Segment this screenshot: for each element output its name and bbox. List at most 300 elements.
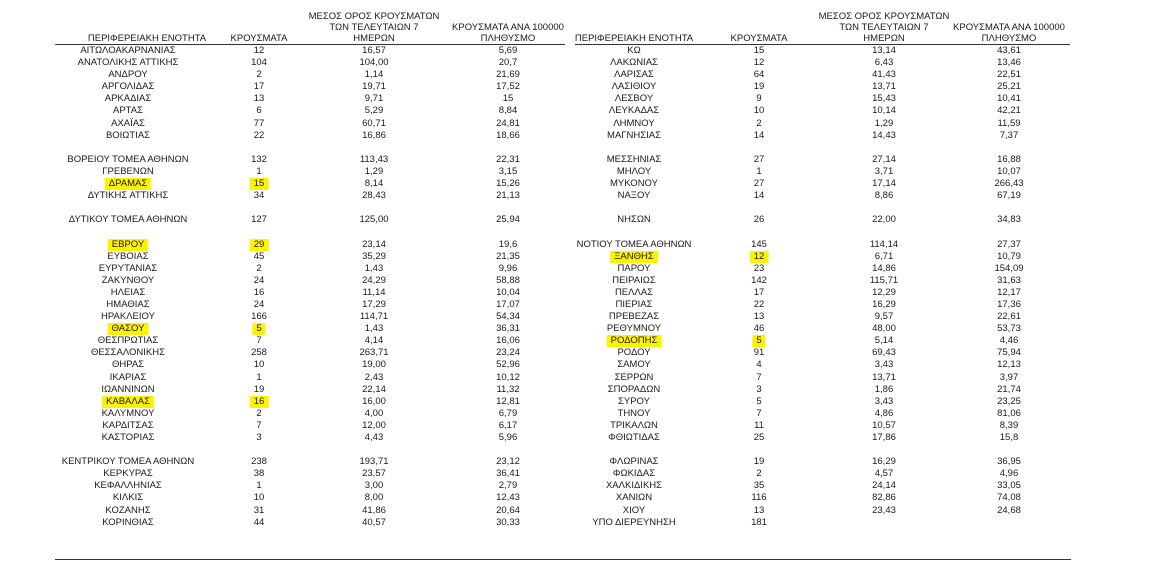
cell-per: 15 [502,93,514,105]
cell-avg: 16,00 [362,395,386,407]
cell-region: ΚΟΖΑΝΗΣ [105,504,151,516]
cell-avg: 104,00 [359,57,389,69]
cell-avg: 15,43 [872,93,896,105]
table-row [575,93,1070,105]
cell-per: 21,35 [496,250,520,262]
cell-region: ΞΑΝΘΗΣ [610,251,658,263]
cell-cases: 27 [753,178,765,190]
table-row [575,69,1070,81]
cell-per: 12,43 [496,492,520,504]
cell-cases: 29 [250,239,269,251]
cell-per: 21,69 [496,69,520,81]
cell-avg: 41,43 [872,69,896,81]
table-row [575,505,1070,517]
cell-region: ΚΟΡΙΝΘΙΑΣ [102,516,154,528]
cell-cases: 5 [752,335,765,347]
cell-cases: 181 [751,516,767,528]
table-row [575,130,1070,142]
cell-cases: 258 [251,347,267,359]
cell-cases: 26 [753,214,765,226]
cell-cases: 91 [753,347,765,359]
cell-region: ΣΑΜΟΥ [617,359,651,371]
cell-per: 17,36 [997,298,1021,310]
cell-avg: 19,00 [362,359,386,371]
cell-avg: 8,86 [874,190,894,202]
cell-region: ΚΕΦΑΛΛΗΝΙΑΣ [94,480,162,492]
cell-per: 23,12 [496,456,520,468]
table-row [575,311,1070,323]
cell-region: ΣΕΡΡΩΝ [614,371,654,383]
cell-region: ΚΙΛΚΙΣ [112,492,144,504]
cell-region: ΣΥΡΟΥ [618,395,650,407]
cell-region: ΔΥΤΙΚΗΣ ΑΤΤΙΚΗΣ [87,190,169,202]
table-row [575,432,1070,444]
table-row [55,154,565,166]
cell-region: ΠΙΕΡΙΑΣ [615,298,653,310]
table-row [55,69,565,81]
cell-region: ΠΑΡΟΥ [617,262,651,274]
table-row [575,299,1070,311]
cell-avg: 17,86 [872,432,896,443]
cell-per: 16,06 [496,335,520,347]
cell-per: 7,37 [999,129,1019,141]
cell-region: ΓΡΕΒΕΝΩΝ [102,165,154,177]
table-row [575,263,1070,275]
cell-region: ΕΒΡΟΥ [108,239,148,251]
cell-region: ΡΟΔΟΥ [617,347,651,359]
header-avg-7-days: ΜΕΣΟΣ ΟΡΟΣ ΚΡΟΥΣΜΑΤΩΝ ΤΩΝ ΤΕΛΕΥΤΑΙΩΝ 7 ΗΜΕΡΩΝ [818,11,950,44]
cell-avg: 16,86 [362,129,386,141]
cell-avg: 1,43 [364,323,384,335]
cases-table-right [575,0,1070,529]
cell-cases: 77 [253,117,265,129]
cell-cases: 46 [753,323,765,335]
table-row [55,468,565,480]
table-row [575,287,1070,299]
cell-region: ΤΗΝΟΥ [617,407,651,419]
cell-region: ΜΥΚΟΝΟΥ [610,178,658,190]
cell-region: ΙΩΑΝΝΙΝΩΝ [101,383,155,395]
cell-per: 24,81 [496,117,520,129]
cell-cases: 10 [253,359,265,371]
table-row [55,517,565,529]
cell-region: ΧΑΝΙΩΝ [615,492,653,504]
table-row [575,492,1070,504]
cell-avg: 24,14 [872,480,896,492]
table-row [575,347,1070,359]
cell-per: 21,13 [496,190,520,202]
cases-table-left [55,0,565,529]
cell-region: ΔΡΑΜΑΣ [105,178,151,190]
cell-avg: 2,43 [364,371,384,383]
cell-per: 10,07 [997,165,1021,177]
cell-cases: 19 [753,456,765,468]
cell-cases: 7 [256,419,262,431]
cell-region: ΕΥΡΥΤΑΝΙΑΣ [98,262,158,274]
table-row [55,287,565,299]
header-cases: ΚΡΟΥΣΜΑΤΑ [230,33,288,44]
cell-per: 23,24 [496,347,520,359]
table-row [55,396,565,408]
table-row [575,57,1070,69]
table-row [575,359,1070,371]
cell-avg: 6,43 [874,57,894,69]
cell-cases: 17 [253,81,265,93]
cell-per: 10,04 [496,286,520,298]
cell-region: ΛΕΣΒΟΥ [614,93,654,105]
cell-cases: 2 [256,262,262,274]
cell-per: 8,39 [999,419,1019,431]
table-row [575,178,1070,190]
table-row [55,432,565,444]
table-row [575,408,1070,420]
cell-per: 52,96 [496,359,520,371]
table-row [575,154,1070,166]
cell-cases: 1 [256,165,262,177]
cell-region: ΚΕΝΤΡΙΚΟΥ ΤΟΜΕΑ ΑΘΗΝΩΝ [61,456,195,468]
cell-per: 10,41 [997,93,1021,105]
cell-cases: 25 [753,432,765,443]
table-row [55,384,565,396]
cell-avg: 263,71 [359,347,389,359]
cell-per: 20,64 [496,504,520,516]
cell-cases: 16 [253,286,265,298]
table-row [55,166,565,178]
cell-avg: 13,71 [872,371,896,383]
cell-avg: 17,29 [362,298,386,310]
cell-per: 33,05 [997,480,1021,492]
table-row [575,214,1070,226]
cell-region: ΚΕΡΚΥΡΑΣ [103,468,153,480]
cell-per: 58,88 [496,274,520,286]
cell-avg: 3,71 [874,165,894,177]
table-body-right [575,45,1070,529]
cell-cases: 142 [751,274,767,286]
cell-per: 54,34 [496,311,520,323]
table-row [575,517,1070,529]
cell-per: 75,94 [997,347,1021,359]
cell-cases: 3 [256,432,262,443]
cell-cases: 19 [753,81,765,93]
cell-avg: 3,43 [874,395,894,407]
cell-per: 3,15 [498,165,518,177]
cell-cases: 16 [250,396,269,408]
cell-avg: 3,00 [364,480,384,492]
cell-region: ΦΛΩΡΙΝΑΣ [609,456,659,468]
cell-per: 22,31 [496,153,520,165]
cell-cases: 7 [756,371,762,383]
header-avg-7-days: ΜΕΣΟΣ ΟΡΟΣ ΚΡΟΥΣΜΑΤΩΝ ΤΩΝ ΤΕΛΕΥΤΑΙΩΝ 7 ΗΜΕΡΩΝ [308,11,440,44]
cell-cases: 31 [253,504,265,516]
cell-avg: 12,00 [362,419,386,431]
cell-avg: 28,43 [362,190,386,202]
header-per-100000: ΚΡΟΥΣΜΑΤΑ ΑΝΑ 100000 ΠΛΗΘΥΣΜΟ [452,22,564,44]
cell-per: 27,37 [997,238,1021,250]
table-row [55,251,565,263]
cell-region: ΘΗΡΑΣ [111,359,145,371]
cell-region: ΛΑΡΙΣΑΣ [614,69,654,81]
cell-cases: 13 [753,504,765,516]
cell-cases: 1 [756,165,762,177]
cell-per: 23,25 [997,395,1021,407]
cell-per: 16,88 [997,153,1021,165]
table-row [575,456,1070,468]
table-row [575,45,1070,57]
table-row [575,480,1070,492]
cell-cases: 13 [753,311,765,323]
table-row [55,178,565,190]
header-region: ΠΕΡΙΦΕΡΕΙΑΚΗ ΕΝΟΤΗΤΑ [574,33,694,44]
cell-region: ΧΙΟΥ [622,504,646,516]
cell-cases: 14 [753,129,765,141]
table-row [55,81,565,93]
cell-per: 15,8 [999,432,1019,443]
cell-region: ΦΘΙΩΤΙΔΑΣ [608,432,660,443]
cell-cases: 35 [753,480,765,492]
cell-per: 12,13 [997,359,1021,371]
cell-avg: 23,14 [362,238,386,250]
table-row [55,57,565,69]
cell-per: 15,26 [496,178,520,190]
cell-region: ΠΕΛΛΑΣ [614,286,654,298]
cell-per: 24,68 [997,504,1021,516]
table-row [55,480,565,492]
cell-per: 43,61 [997,45,1021,56]
cell-per: 12,81 [496,395,520,407]
table-row [575,118,1070,130]
cell-region: ΗΜΑΘΙΑΣ [106,298,150,310]
table-row [55,130,565,142]
header-region: ΠΕΡΙΦΕΡΕΙΑΚΗ ΕΝΟΤΗΤΑ [87,33,207,44]
cell-avg: 69,43 [872,347,896,359]
cell-avg: 22,14 [362,383,386,395]
cell-region: ΠΡΕΒΕΖΑΣ [608,311,660,323]
cell-avg: 193,71 [359,456,389,468]
table-row [55,335,565,347]
cell-per: 34,83 [997,214,1021,226]
cell-per: 67,19 [997,190,1021,202]
cell-avg: 23,57 [362,468,386,480]
cell-region: ΚΑΒΑΛΑΣ [102,396,154,408]
cell-region: ΝΗΣΩΝ [617,214,651,226]
cell-region: ΑΡΚΑΔΙΑΣ [104,93,152,105]
cell-per: 31,63 [997,274,1021,286]
table-row [55,299,565,311]
cell-region: ΙΚΑΡΙΑΣ [109,371,147,383]
cell-per: 4,46 [999,335,1019,347]
cell-avg: 16,29 [872,456,896,468]
cell-avg: 1,86 [874,383,894,395]
cell-avg: 4,57 [874,468,894,480]
cell-cases: 2 [256,69,262,81]
cell-per: 22,61 [997,311,1021,323]
table-row [55,214,565,226]
cell-cases: 14 [753,190,765,202]
cell-per: 11,59 [997,117,1021,129]
cell-cases: 13 [253,93,265,105]
cell-per: 154,09 [994,262,1024,274]
cell-region: ΘΑΣΟΥ [108,323,149,335]
cell-per: 36,41 [496,468,520,480]
cell-cases: 5 [756,395,762,407]
cell-per: 10,12 [496,371,520,383]
table-row [55,505,565,517]
table-row [575,372,1070,384]
cell-avg: 16,29 [872,298,896,310]
cell-cases: 116 [751,492,767,504]
table-row [55,311,565,323]
cell-avg: 1,29 [364,165,384,177]
table-row [55,420,565,432]
cell-cases: 22 [753,298,765,310]
cell-cases: 15 [753,45,765,56]
cell-region: ΑΝΑΤΟΛΙΚΗΣ ΑΤΤΙΚΗΣ [77,57,179,69]
row-spacer [575,444,1070,456]
cell-avg: 60,71 [362,117,386,129]
cell-region: ΑΙΤΩΛΟΑΚΑΡΝΑΝΙΑΣ [80,45,176,56]
table-body-left [55,45,565,529]
table-row [575,468,1070,480]
header-cases: ΚΡΟΥΣΜΑΤΑ [730,33,788,44]
table-row [55,45,565,57]
cell-region: ΡΟΔΟΠΗΣ [607,335,662,347]
header-per-100000: ΚΡΟΥΣΜΑΤΑ ΑΝΑ 100000 ΠΛΗΘΥΣΜΟ [953,22,1065,44]
cell-region: ΛΑΚΩΝΙΑΣ [610,57,658,69]
table-row [55,190,565,202]
cell-per: 21,74 [997,383,1021,395]
cell-avg: 82,86 [872,492,896,504]
cell-region: ΖΑΚΥΝΘΟΥ [101,274,155,286]
cell-avg: 11,14 [362,286,386,298]
table-row [55,275,565,287]
row-spacer [575,226,1070,238]
cell-cases: 238 [251,456,267,468]
cell-avg: 4,86 [874,407,894,419]
table-row [55,347,565,359]
cell-per: 36,31 [496,323,520,335]
cell-region: ΑΡΓΟΛΙΔΑΣ [101,81,155,93]
cell-per: 22,51 [997,69,1021,81]
cell-cases: 132 [251,153,267,165]
cell-region: ΔΥΤΙΚΟΥ ΤΟΜΕΑ ΑΘΗΝΩΝ [68,214,188,226]
table-row [575,81,1070,93]
cell-avg: 9,57 [874,311,894,323]
cell-avg: 17,14 [872,178,896,190]
cell-region: ΛΑΣΙΘΙΟΥ [611,81,657,93]
cell-per: 11,32 [496,383,520,395]
cell-cases: 17 [753,286,765,298]
cell-cases: 166 [251,311,267,323]
cell-cases: 3 [756,383,762,395]
cell-per: 17,52 [496,81,520,93]
cell-per: 17,07 [496,298,520,310]
cell-avg: 114,14 [869,238,899,250]
cell-per: 8,84 [498,105,518,117]
row-spacer [55,226,565,238]
cell-avg: 4,00 [364,407,384,419]
cell-per: 266,43 [994,178,1024,190]
cell-per: 30,33 [496,516,520,528]
cell-avg: 125,00 [359,214,389,226]
table-row [575,190,1070,202]
table-row [575,166,1070,178]
cell-region: ΗΡΑΚΛΕΙΟΥ [101,311,155,323]
cell-per: 5,69 [498,45,518,56]
cell-cases: 1 [256,480,262,492]
cell-avg: 40,57 [362,516,386,528]
table-row [575,239,1070,251]
cell-cases: 2 [256,407,262,419]
cell-per: 18,66 [496,129,520,141]
cell-region: ΛΕΥΚΑΔΑΣ [608,105,660,117]
cell-cases: 23 [753,262,765,274]
cell-cases: 15 [250,178,269,190]
cell-avg: 8,00 [364,492,384,504]
cell-per: 25,21 [997,81,1021,93]
table-row [575,384,1070,396]
cell-avg: 10,57 [872,419,896,431]
cell-per: 5,96 [498,432,518,443]
cell-cases: 145 [751,238,767,250]
cell-region: ΘΕΣΠΡΩΤΙΑΣ [97,335,159,347]
table-row [55,359,565,371]
cell-avg: 27,14 [872,153,896,165]
cell-region: ΗΛΕΙΑΣ [110,286,146,298]
cell-cases: 44 [253,516,265,528]
cell-avg: 1,29 [874,117,894,129]
table-row [575,420,1070,432]
cell-avg: 23,43 [872,504,896,516]
cell-avg: 16,57 [362,45,386,56]
table-row [575,275,1070,287]
cell-cases: 12 [753,57,765,69]
cell-per: 6,79 [498,407,518,419]
cell-cases: 22 [253,129,265,141]
cell-per: 6,17 [498,419,518,431]
row-spacer [55,142,565,154]
table-row [575,105,1070,117]
table-row [55,118,565,130]
cell-avg: 4,14 [364,335,384,347]
cell-region: ΥΠΟ ΔΙΕΡΕΥΝΗΣΗ [592,516,676,528]
cell-avg: 113,43 [359,153,389,165]
cell-cases: 5 [252,323,265,335]
cell-cases: 2 [756,468,762,480]
cell-avg: 19,71 [362,81,386,93]
table-row [575,251,1070,263]
cell-region: ΒΟΡΕΙΟΥ ΤΟΜΕΑ ΑΘΗΝΩΝ [67,153,189,165]
cell-avg: 22,00 [872,214,896,226]
cell-cases: 38 [253,468,265,480]
cell-cases: 24 [253,298,265,310]
cell-per: 42,21 [997,105,1021,117]
row-spacer [55,444,565,456]
cell-region: ΚΑΡΔΙΤΣΑΣ [102,419,154,431]
table-row [55,93,565,105]
cell-avg: 8,14 [364,178,384,190]
cell-avg: 10,14 [872,105,896,117]
table-bottom-rule [55,559,1071,560]
cell-region: ΒΟΙΩΤΙΑΣ [105,129,151,141]
cell-cases: 34 [253,190,265,202]
cell-per: 81,06 [997,407,1021,419]
cell-region: ΦΩΚΙΔΑΣ [612,468,656,480]
cell-per: 12,17 [997,286,1021,298]
cell-avg: 3,43 [874,359,894,371]
cell-region: ΚΩ [627,45,641,56]
cell-cases: 27 [753,153,765,165]
cell-avg: 14,43 [872,129,896,141]
